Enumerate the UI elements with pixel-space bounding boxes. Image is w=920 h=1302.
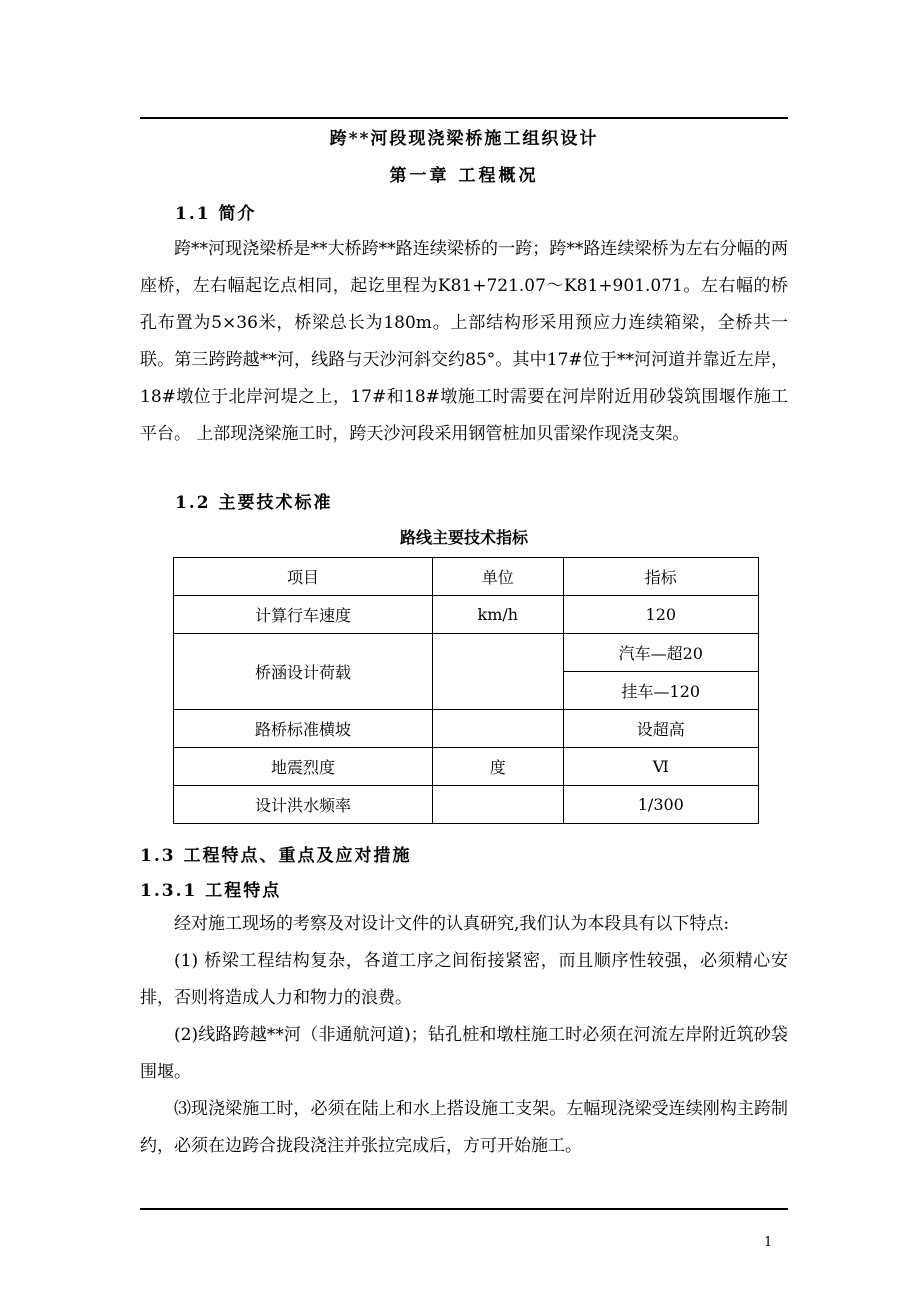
table-row	[174, 596, 759, 634]
section-heading-1-1: 1.1 简介	[175, 204, 257, 224]
cell-item: 桥涵设计荷载	[174, 634, 433, 710]
feature-item-3: ⑶现浇梁施工时，必须在陆上和水上搭设施工支架。左幅现浇梁受连续刚构主跨制约，必须在边跨合拢段浇注并张拉完成后，方可开始施工。	[140, 1099, 788, 1156]
section-heading-1-2: 1.2 主要技术标准	[175, 493, 333, 513]
chapter-heading: 第一章 工程概况	[389, 166, 539, 186]
cell-value: 设超高	[563, 710, 758, 748]
cell-value: Ⅵ	[563, 748, 758, 786]
features-intro: 经对施工现场的考察及对设计文件的认真研究,我们认为本段具有以下特点:	[174, 914, 730, 934]
intro-paragraph	[140, 231, 788, 453]
cell-value: 汽车—超20	[563, 634, 758, 672]
cell-item: 计算行车速度	[174, 596, 433, 634]
table-row	[174, 748, 759, 786]
header-cell-item: 项目	[174, 558, 433, 596]
section-heading-1-3-1: 1.3.1 工程特点	[140, 881, 282, 901]
cell-unit: km/h	[432, 596, 563, 634]
header-cell-value: 指标	[563, 558, 758, 596]
table-header-row	[174, 558, 759, 596]
table-row	[174, 710, 759, 748]
cell-value: 挂车—120	[563, 672, 758, 710]
features-paragraphs	[140, 906, 788, 1165]
intro-text: 跨**河现浇梁桥是**大桥跨**路连续梁桥的一跨；跨**路连续梁桥为左右分幅的两座桥，左右幅起讫点相同，起讫里程为K81+721.07～K81+901.071。左右幅的桥孔布置为5×36米，桥梁总长为180m。上部结构形采用预应力连续箱梁，全桥共一联。第三跨跨越**河，线路与天沙河斜交约85°。其中17#位于**河河道并靠近左岸，18#墩位于北岸河堤之上，17#和18#墩施工时需要在河岸附近用砂袋筑围堰作施工平台。 上部现浇梁施工时，跨天沙河段采用钢管桩加贝雷梁作现浇支架。	[140, 239, 788, 444]
cell-item: 地震烈度	[174, 748, 433, 786]
footer-rule	[140, 1208, 788, 1210]
header-cell-unit: 单位	[432, 558, 563, 596]
page-number: 1	[764, 1235, 773, 1250]
cell-unit	[432, 786, 563, 824]
cell-item: 设计洪水频率	[174, 786, 433, 824]
table-row	[174, 634, 759, 672]
cell-value: 1/300	[563, 786, 758, 824]
cell-item: 路桥标准横坡	[174, 710, 433, 748]
feature-item-1: (1) 桥梁工程结构复杂，各道工序之间衔接紧密，而且顺序性较强，必须精心安排，否则将造成人力和物力的浪费。	[140, 951, 788, 1008]
cell-unit	[432, 634, 563, 710]
feature-item-2: (2)线路跨越**河（非通航河道)；钻孔桩和墩柱施工时必须在河流左岸附近筑砂袋围堰。	[140, 1025, 788, 1082]
header-rule	[140, 117, 788, 119]
tech-standards-table	[173, 557, 759, 824]
cell-unit	[432, 710, 563, 748]
table-row	[174, 786, 759, 824]
table-title: 路线主要技术指标	[399, 528, 528, 547]
cell-unit: 度	[432, 748, 563, 786]
section-heading-1-3: 1.3 工程特点、重点及应对措施	[140, 846, 412, 866]
cell-value: 120	[563, 596, 758, 634]
document-title: 跨**河段现浇梁桥施工组织设计	[329, 129, 599, 149]
